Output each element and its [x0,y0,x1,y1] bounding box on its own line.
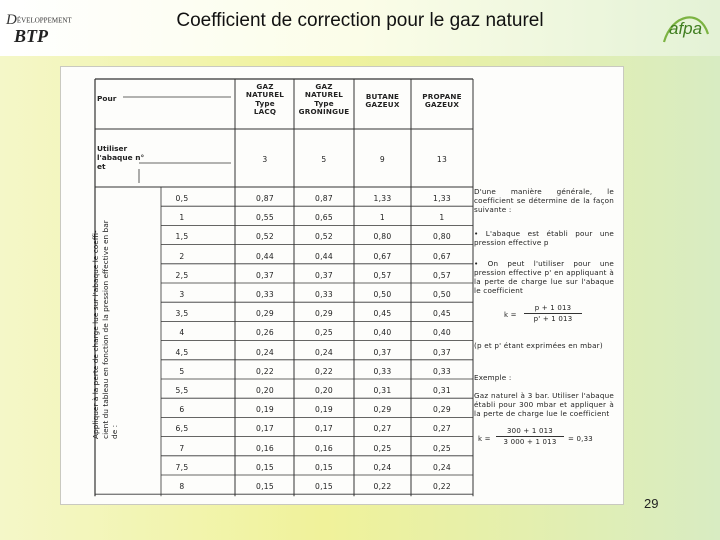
value-cell: 0,80 [432,232,452,242]
value-cell: 0,67 [373,251,392,261]
pressure-cell: 2 [179,251,185,261]
pressure-cell: 6 [179,405,185,415]
pressure-cell: 7 [179,443,185,453]
column-header-gaz-groningue: GAZ NATUREL Type GRONINGUE [298,82,350,117]
value-cell: 0,67 [432,251,452,261]
pressure-cell: 7,5 [175,462,189,472]
value-cell: 0,31 [432,386,452,395]
value-cell: 0,24 [314,347,334,357]
scanned-table-image [60,66,624,505]
abaque-number: 9 [379,155,386,164]
pressure-cell: 0,5 [175,194,189,203]
pressure-cell: 5,5 [175,386,189,395]
value-cell: 0,20 [314,386,334,395]
value-cell: 0,29 [432,405,452,415]
value-cell: 0,52 [255,232,275,242]
value-cell: 0,17 [314,424,334,434]
value-cell: 0,57 [432,270,452,280]
value-cell: 0,22 [373,482,392,491]
pressure-cell: 8 [179,482,185,491]
value-cell: 0,16 [314,443,334,453]
value-cell: 0,19 [314,405,334,415]
note-bullet-2: • On peut l'utiliser pour une pression effective p' en appliquant à la perte de charge lue sur l'abaque le coefficient [474,259,614,295]
value-cell: 0,15 [314,482,334,491]
value-cell: 0,45 [432,309,452,319]
pressure-cell: 3,5 [175,309,189,319]
example-label: Exemple : [474,373,512,382]
value-cell: 0,33 [255,290,275,299]
formula-2-denominator: 3 000 + 1 013 [503,438,557,446]
value-cell: 0,37 [255,270,275,280]
note-bullet-1: • L'abaque est établi pour une pression effective p [474,229,614,247]
value-cell: 0,15 [314,462,334,472]
value-cell: 0,27 [373,424,392,434]
value-cell: 0,50 [432,290,452,299]
value-cell: 0,22 [255,366,275,376]
pressure-cell: 1 [179,213,185,223]
column-header-gaz-lacq: GAZ NATUREL Type LACQ [245,82,285,117]
page-number: 29 [644,496,659,511]
value-cell: 0,57 [373,270,392,280]
value-cell: 0,37 [373,347,392,357]
value-cell: 0,15 [255,462,275,472]
value-cell: 0,65 [314,213,334,223]
note-intro: D'une manière générale, le coefficient se détermine de la façon suivante : [474,187,614,214]
formula-2-result: = 0,33 [568,435,593,443]
value-cell: 0,37 [432,347,452,357]
formula-1-numerator: p + 1 013 [524,304,582,314]
pressure-cell: 6,5 [175,424,189,434]
value-cell: 1,33 [432,194,452,203]
value-cell: 0,25 [314,328,334,338]
formula-1-denominator: p' + 1 013 [533,315,573,323]
row-label-utiliser: Utiliser l'abaque n° et [97,144,145,171]
value-cell: 0,15 [255,482,275,491]
value-cell: 1,33 [373,194,392,203]
formula-2-lhs: k = [478,435,491,443]
formula-2-numerator: 300 + 1 013 [496,427,564,437]
value-cell: 0,87 [314,194,334,203]
abaque-number: 13 [436,155,448,164]
developpement-btp-logo: DÉVELOPPEMENT BTP [6,12,72,46]
slide-title: Coefficient de correction pour le gaz naturel [176,10,544,31]
value-cell: 1 [379,213,386,223]
pressure-cell: 2,5 [175,270,189,280]
value-cell: 0,44 [255,251,275,261]
value-cell: 0,27 [432,424,452,434]
value-cell: 0,17 [255,424,275,434]
example-text: Gaz naturel à 3 bar. Utiliser l'abaque établi pour 300 mbar et appliquer à la perte de charge lue le coefficient [474,391,614,418]
pressure-cell: 4,5 [175,347,189,357]
value-cell: 0,22 [432,482,452,491]
value-cell: 0,52 [314,232,334,242]
value-cell: 0,26 [255,328,275,338]
value-cell: 0,29 [314,309,334,319]
value-cell: 0,29 [373,405,392,415]
value-cell: 1 [439,213,445,223]
value-cell: 0,24 [373,462,392,472]
value-cell: 0,45 [373,309,392,319]
note-units: (p et p' étant exprimées en mbar) [474,341,603,350]
value-cell: 0,20 [255,386,275,395]
value-cell: 0,87 [255,194,275,203]
value-cell: 0,40 [432,328,452,338]
value-cell: 0,22 [314,366,334,376]
vertical-note: Appliquer à la perte de charge lue sur l'abaque le coeffi- cient du tableau en fonction de la pression effective en bar de : [91,220,119,439]
column-header-butane: BUTANE GAZEUX [365,92,400,110]
afpa-logo [660,4,712,48]
value-cell: 0,33 [373,366,392,376]
value-cell: 0,16 [255,443,275,453]
value-cell: 0,44 [314,251,334,261]
value-cell: 0,55 [255,213,275,223]
value-cell: 0,24 [255,347,275,357]
value-cell: 0,24 [432,462,452,472]
abaque-number: 5 [321,155,327,164]
value-cell: 0,50 [373,290,392,299]
value-cell: 0,33 [314,290,334,299]
value-cell: 0,40 [373,328,392,338]
formula-1-lhs: k = [504,311,517,319]
pressure-cell: 3 [179,290,185,299]
value-cell: 0,31 [373,386,392,395]
value-cell: 0,25 [373,443,392,453]
column-header-propane: PROPANE GAZEUX [422,92,462,110]
abaque-number: 3 [262,155,268,164]
row-label-pour: Pour [97,94,117,103]
value-cell: 0,29 [255,309,275,319]
pressure-cell: 1,5 [175,232,189,242]
svg-text:afpa: afpa [669,19,703,38]
pressure-cell: 4 [179,328,185,338]
pressure-cell: 5 [179,366,185,376]
value-cell: 0,19 [255,405,275,415]
value-cell: 0,37 [314,270,334,280]
value-cell: 0,80 [373,232,392,242]
value-cell: 0,25 [432,443,452,453]
value-cell: 0,33 [432,366,452,376]
